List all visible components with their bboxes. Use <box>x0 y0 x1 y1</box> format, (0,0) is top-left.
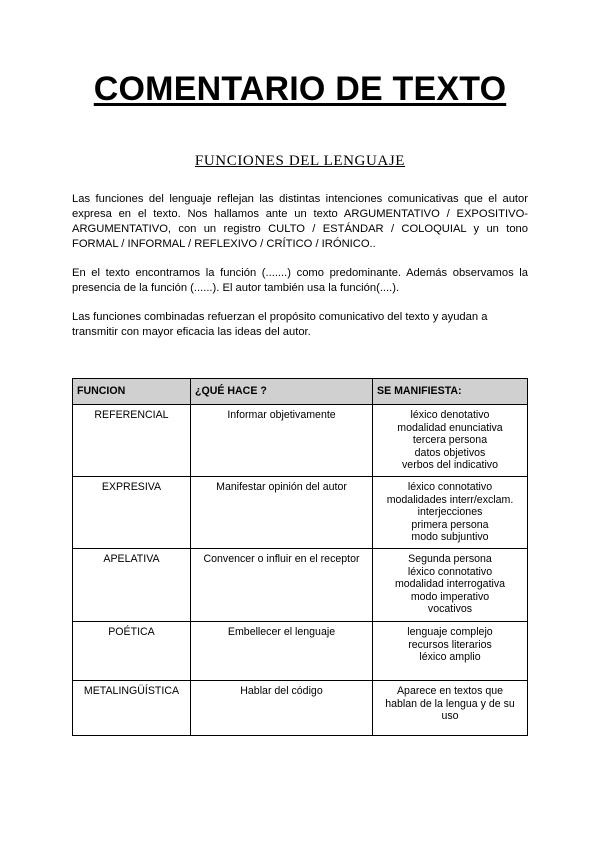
manifiesta-item: léxico denotativo <box>410 409 490 421</box>
manifiesta-item: modo subjuntivo <box>411 531 489 543</box>
manifiesta-item: primera persona <box>411 518 489 531</box>
manifiesta-item: recursos literarios <box>408 638 492 651</box>
table-row <box>73 477 528 549</box>
manifiesta-item: interjecciones <box>417 506 483 518</box>
functions-table <box>72 378 528 736</box>
manifiesta-item: verbos del indicativo <box>402 459 498 471</box>
section-subtitle: FUNCIONES DEL LENGUAJE <box>194 153 406 169</box>
header-que-hace: ¿QUÉ HACE ? <box>191 379 373 405</box>
manifiesta-item: Segunda persona <box>408 553 492 565</box>
conclusion-paragraph: Las funciones combinadas refuerzan el propósito comunicativo del texto y ayudan a transmitir con mayor eficacia las ideas del autor. <box>72 311 488 338</box>
manifiesta-item: léxico connotativo <box>407 481 493 493</box>
table-row <box>73 405 528 477</box>
que-hace-cell: Informar objetivamente <box>191 405 373 477</box>
funcion-cell: REFERENCIAL <box>73 405 191 477</box>
que-hace-cell: Manifestar opinión del autor <box>191 477 373 549</box>
manifiesta-cell <box>373 622 528 681</box>
que-hace-cell: Convencer o influir en el receptor <box>191 549 373 622</box>
manifiesta-item: lenguaje complejo <box>407 626 493 638</box>
manifiesta-item: hablan de la lengua y de su <box>385 697 515 710</box>
manifiesta-cell <box>373 549 528 622</box>
manifiesta-item: léxico amplio <box>419 651 481 663</box>
intro-paragraph: Las funciones del lenguaje reflejan las distintas intenciones comunicativas que el autor expresa en el texto. Nos hallamos ante un texto ARGUMENTATIVO / EXPOSITIVO-ARGUMENTATIVO, con un registro CULTO / ESTÁNDAR / COLOQUIAL y un tono FORMAL / INFORMAL / REFLEXIVO / CRÍTICO / IRÓNICO.. <box>72 193 528 250</box>
manifiesta-item: modo imperativo <box>410 590 490 603</box>
que-hace-cell: Embellecer el lenguaje <box>191 622 373 681</box>
table-row <box>73 622 528 681</box>
funcion-cell: EXPRESIVA <box>73 477 191 549</box>
manifiesta-item: modalidad interrogativa <box>394 578 506 590</box>
funcion-cell: METALINGÜÍSTICA <box>73 681 191 736</box>
manifiesta-item: uso <box>441 710 459 722</box>
que-hace-cell: Hablar del código <box>191 681 373 736</box>
manifiesta-item: modalidad enunciativa <box>397 421 503 434</box>
manifiesta-item: vocativos <box>427 603 473 615</box>
table-row <box>73 681 528 736</box>
manifiesta-cell <box>373 681 528 736</box>
manifiesta-item: léxico connotativo <box>407 565 493 578</box>
page-title: COMENTARIO DE TEXTO <box>93 70 507 108</box>
table-header-row <box>73 379 528 405</box>
manifiesta-item: Aparece en textos que <box>396 685 503 697</box>
manifiesta-cell <box>373 405 528 477</box>
header-manifiesta: SE MANIFIESTA: <box>373 379 528 405</box>
manifiesta-item: datos objetivos <box>414 446 486 459</box>
manifiesta-cell <box>373 477 528 549</box>
manifiesta-item: modalidades interr/exclam. <box>386 493 514 506</box>
functions-paragraph: En el texto encontramos la función (.......) como predominante. Además observamos la presencia de la función (......). El autor también usa la función(....). <box>72 267 528 294</box>
manifiesta-item: tercera persona <box>412 434 488 446</box>
funcion-cell: APELATIVA <box>73 549 191 622</box>
table-row <box>73 549 528 622</box>
header-funcion: FUNCION <box>73 379 191 405</box>
funcion-cell: POÉTICA <box>73 622 191 681</box>
